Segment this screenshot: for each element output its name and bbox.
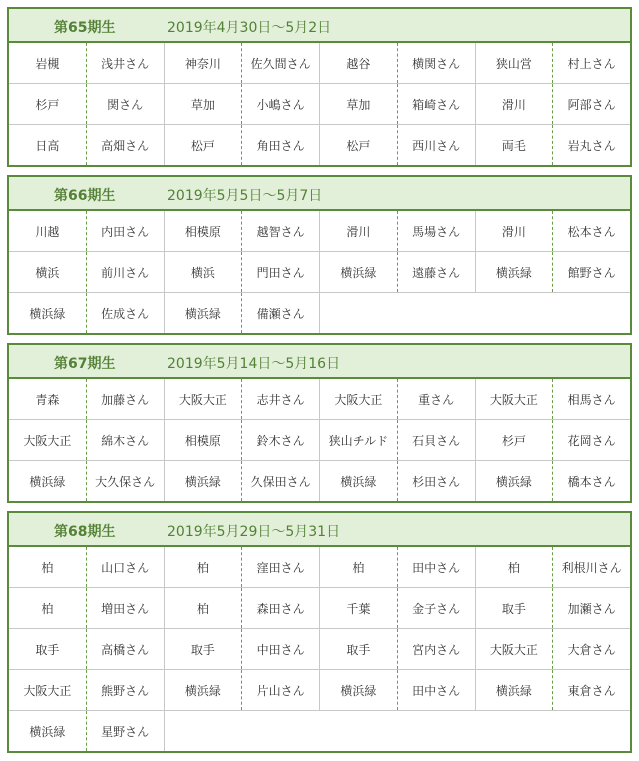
branch-name: 横浜緑: [476, 670, 554, 710]
member-row: [9, 211, 630, 251]
member-name: 佐成さん: [87, 293, 165, 333]
branch-name: 神奈川: [165, 43, 243, 83]
branch-name: 滑川: [320, 211, 398, 251]
member-name: 熊野さん: [87, 670, 165, 710]
empty-cell: [320, 293, 398, 333]
member-name: 角田さん: [242, 125, 320, 165]
empty-cell: [242, 711, 320, 751]
member-name: 前川さん: [87, 252, 165, 292]
empty-cell: [320, 711, 398, 751]
branch-name: 大阪大正: [320, 379, 398, 419]
member-grid: [9, 379, 630, 501]
member-name: 窪田さん: [242, 547, 320, 587]
term-title: 第66期生: [54, 188, 116, 204]
member-name: 関さん: [87, 84, 165, 124]
member-name: 橋本さん: [567, 474, 616, 489]
member-row: [9, 379, 630, 419]
branch-name: 大阪大正: [476, 629, 554, 669]
member-name: 横関さん: [398, 43, 476, 83]
member-name: 花岡さん: [567, 433, 616, 448]
member-row: [9, 710, 630, 751]
member-name: 片山さん: [242, 670, 320, 710]
member-grid: [9, 211, 630, 333]
member-name: 重さん: [398, 379, 476, 419]
branch-name: 杉戸: [476, 420, 554, 460]
member-name: 志井さん: [242, 379, 320, 419]
branch-name: 千葉: [320, 588, 398, 628]
empty-cell: [398, 293, 476, 333]
term-block: [7, 511, 632, 753]
empty-cell: [476, 293, 554, 333]
member-row: [9, 587, 630, 628]
member-name: 備瀬さん: [242, 293, 320, 333]
empty-cell: [165, 711, 243, 751]
branch-name: 青森: [9, 379, 87, 419]
branch-name: 取手: [9, 629, 87, 669]
member-name: 東倉さん: [567, 683, 616, 698]
member-name: 西川さん: [398, 125, 476, 165]
member-name: 加藤さん: [87, 379, 165, 419]
branch-name: 横浜緑: [476, 461, 554, 501]
empty-cell: [553, 711, 630, 751]
member-name: 相馬さん: [567, 392, 616, 407]
member-name: 中田さん: [242, 629, 320, 669]
member-name: 遠藤さん: [398, 252, 476, 292]
term-dates: 2019年5月29日～5月31日: [167, 524, 341, 540]
term-title: 第67期生: [54, 356, 116, 372]
member-name: 内田さん: [87, 211, 165, 251]
empty-cell: [398, 711, 476, 751]
member-name: 山口さん: [87, 547, 165, 587]
member-row: [9, 460, 630, 501]
member-name: 岩丸さん: [567, 138, 616, 153]
branch-name: 取手: [165, 629, 243, 669]
term-dates: 2019年5月14日～5月16日: [167, 356, 341, 372]
member-row: [9, 547, 630, 587]
term-block: [7, 7, 632, 167]
branch-name: 取手: [476, 588, 554, 628]
member-name: 増田さん: [87, 588, 165, 628]
branch-name: 大阪大正: [9, 420, 87, 460]
branch-name: 柏: [165, 588, 243, 628]
member-name: 高橋さん: [87, 629, 165, 669]
branch-name: 草加: [320, 84, 398, 124]
branch-name: 岩槻: [9, 43, 87, 83]
branch-name: 横浜: [165, 252, 243, 292]
member-name: 佐久間さん: [242, 43, 320, 83]
member-name: 館野さん: [567, 265, 616, 280]
member-row: [9, 292, 630, 333]
branch-name: 横浜緑: [9, 461, 87, 501]
branch-name: 取手: [320, 629, 398, 669]
branch-name: 柏: [476, 547, 554, 587]
member-name: 久保田さん: [242, 461, 320, 501]
member-row: [9, 669, 630, 710]
member-grid: [9, 547, 630, 751]
term-block: [7, 175, 632, 335]
term-dates: 2019年5月5日～5月7日: [167, 188, 323, 204]
branch-name: 相模原: [165, 420, 243, 460]
member-name: 利根川さん: [561, 560, 622, 575]
branch-name: 柏: [320, 547, 398, 587]
branch-name: 日高: [9, 125, 87, 165]
branch-name: 越谷: [320, 43, 398, 83]
member-name: 鈴木さん: [242, 420, 320, 460]
branch-name: 大阪大正: [165, 379, 243, 419]
branch-name: 柏: [9, 547, 87, 587]
branch-name: 草加: [165, 84, 243, 124]
member-name: 松本さん: [567, 224, 616, 239]
branch-name: 相模原: [165, 211, 243, 251]
branch-name: 横浜緑: [9, 293, 87, 333]
member-name: 馬場さん: [398, 211, 476, 251]
term-title: 第68期生: [54, 524, 116, 540]
member-name: 綿木さん: [87, 420, 165, 460]
branch-name: 横浜緑: [9, 711, 87, 751]
branch-name: 横浜緑: [320, 670, 398, 710]
member-name: 小嶋さん: [242, 84, 320, 124]
member-row: [9, 43, 630, 83]
member-name: 石貝さん: [398, 420, 476, 460]
branch-name: 狭山営: [476, 43, 554, 83]
branch-name: 大阪大正: [9, 670, 87, 710]
member-row: [9, 628, 630, 669]
term-header: [9, 9, 630, 43]
branch-name: 横浜緑: [165, 293, 243, 333]
member-name: 宮内さん: [398, 629, 476, 669]
term-dates: 2019年4月30日～5月2日: [167, 20, 332, 36]
branch-name: 柏: [165, 547, 243, 587]
branch-name: 横浜: [9, 252, 87, 292]
term-header: [9, 345, 630, 379]
branch-name: 滑川: [476, 211, 554, 251]
member-name: 浅井さん: [87, 43, 165, 83]
member-row: [9, 124, 630, 165]
member-name: 大倉さん: [567, 642, 616, 657]
member-row: [9, 83, 630, 124]
member-name: 田中さん: [398, 547, 476, 587]
branch-name: 杉戸: [9, 84, 87, 124]
branch-name: 横浜緑: [476, 252, 554, 292]
member-name: 高畑さん: [87, 125, 165, 165]
branch-name: 大阪大正: [476, 379, 554, 419]
term-block: [7, 343, 632, 503]
branch-name: 柏: [9, 588, 87, 628]
member-name: 森田さん: [242, 588, 320, 628]
branch-name: 横浜緑: [320, 461, 398, 501]
member-grid: [9, 43, 630, 165]
empty-cell: [476, 711, 554, 751]
branch-name: 狭山チルド: [320, 420, 398, 460]
member-name: 門田さん: [242, 252, 320, 292]
empty-cell: [553, 293, 630, 333]
member-name: 加瀬さん: [567, 601, 616, 616]
term-title: 第65期生: [54, 20, 116, 36]
member-name: 越智さん: [242, 211, 320, 251]
member-name: 箱崎さん: [398, 84, 476, 124]
member-name: 村上さん: [567, 56, 616, 71]
branch-name: 滑川: [476, 84, 554, 124]
member-name: 杉田さん: [398, 461, 476, 501]
member-name: 田中さん: [398, 670, 476, 710]
term-header: [9, 513, 630, 547]
member-name: 星野さん: [87, 711, 165, 751]
branch-name: 松戸: [165, 125, 243, 165]
member-name: 金子さん: [398, 588, 476, 628]
member-row: [9, 251, 630, 292]
member-name: 阿部さん: [567, 97, 616, 112]
branch-name: 横浜緑: [165, 461, 243, 501]
branch-name: 横浜緑: [320, 252, 398, 292]
member-row: [9, 419, 630, 460]
branch-name: 川越: [9, 211, 87, 251]
term-header: [9, 177, 630, 211]
branch-name: 両毛: [476, 125, 554, 165]
branch-name: 横浜緑: [165, 670, 243, 710]
member-name: 大久保さん: [87, 461, 165, 501]
branch-name: 松戸: [320, 125, 398, 165]
